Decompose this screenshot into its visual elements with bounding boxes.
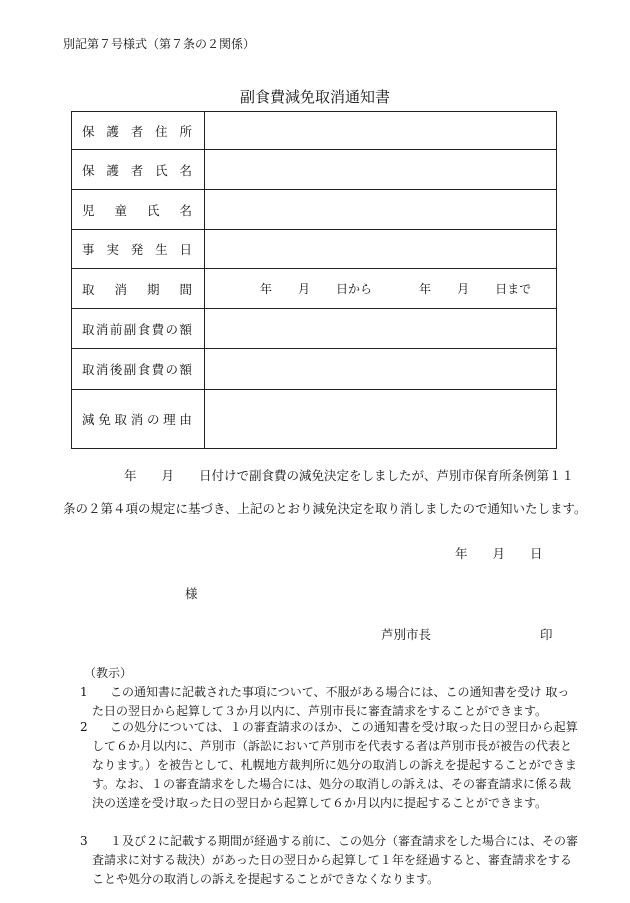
issue-date: 年 月 日 [455, 546, 543, 561]
field-guardian-address[interactable] [205, 112, 557, 150]
label-char: 消 [95, 362, 109, 377]
row-label-text [82, 410, 192, 428]
label-char: 生 [155, 242, 168, 257]
label-char: 名 [179, 202, 192, 218]
label-char: 発 [130, 242, 144, 257]
issuer-mayor: 芦別市長 [381, 627, 432, 642]
field-fee-after[interactable] [205, 349, 557, 390]
label-char: 食 [137, 362, 151, 377]
label-char: 消 [114, 281, 127, 297]
label-char: 童 [114, 202, 127, 218]
field-cancel-period[interactable] [205, 269, 557, 309]
label-char: 日 [179, 242, 192, 257]
label-char: 副 [123, 321, 137, 337]
notice-item-number: 1 [80, 685, 88, 699]
label-guardian-name [72, 150, 205, 190]
field-child-name[interactable] [205, 190, 557, 230]
label-char: 額 [179, 362, 192, 377]
document-title: 副食費減免取消通知書 [239, 88, 390, 106]
label-char: 消 [130, 412, 144, 427]
row-label-text [82, 280, 192, 298]
label-char: の [165, 321, 179, 337]
row-label-text [82, 320, 192, 338]
label-child-name [72, 190, 205, 230]
notice-item-number: 2 [80, 720, 88, 734]
body-line-2: 条の２第４項の規定に基づき、上記のとおり減免決定を取り消しましたので通知いたします。 [63, 501, 587, 516]
label-fee-after [72, 349, 205, 390]
notice-item-text: この処分については、１の審査請求のほか、この通知書を受け取った日の翌日から起算して６か月以内に、芦別市（訴訟において芦別市を代表する者は芦別市長が被告の代表となります。）を被告として、札幌地方裁判所に処分の取消しの訴えを提起することができます。なお、１の審査請求をした場合には、処分の取消しの訴えは、その審査請求に係る裁決の送達を受け取った日の翌日から起算して６か月以内に提起することができます。 [92, 720, 578, 810]
label-char: 後 [109, 362, 123, 377]
seal-mark: 印 [540, 627, 553, 642]
label-char: 取 [114, 412, 127, 427]
label-cancel-period [72, 269, 205, 309]
label-occurrence-date [72, 230, 205, 269]
label-char: 期 [146, 281, 160, 297]
notice-item-text: この通知書に記載された事項について、不服がある場合には、この通知書を受け 取った日の翌日から起算して３か月以内に、芦別市長に審査請求をすることができます。 [92, 685, 570, 718]
label-char: 副 [123, 362, 137, 377]
label-char: 取 [82, 321, 95, 337]
row-label-text [82, 240, 192, 258]
label-char: 保 [82, 162, 95, 178]
row-label-text [82, 201, 192, 219]
label-char: 減 [82, 412, 95, 427]
label-char: の [165, 362, 179, 377]
form-label: 別記第７号様式（第７条の２関係） [63, 37, 256, 51]
label-char: 費 [151, 321, 165, 337]
period-month-from: 月 [298, 282, 311, 296]
label-char: 間 [179, 281, 192, 297]
label-char: 実 [106, 242, 119, 257]
label-char: 児 [82, 202, 95, 218]
label-char: 護 [106, 123, 119, 139]
notice-item-text: １及び２に記載する期間が経過する前に、この処分（審査請求をした場合には、その審査請求に対する裁決）があった日の翌日から起算して１年を経過すると、審査請求をすることや処分の取消しの訴えを提起することができなくなります。 [92, 834, 579, 886]
period-month-to: 月 [457, 282, 470, 296]
label-char: 免 [98, 412, 111, 427]
label-char: 者 [130, 162, 144, 178]
row-label-text [82, 161, 192, 179]
label-char: 護 [106, 162, 119, 178]
period-year-to: 年 [419, 282, 432, 296]
notice-item [80, 832, 580, 889]
body-line-1: 年 月 日付けで副食費の減免決定をしましたが、芦別市保育所条例第１１ [124, 468, 575, 483]
label-char: 取 [82, 281, 95, 297]
notice-heading: （教示） [84, 666, 133, 680]
field-guardian-name[interactable] [205, 150, 557, 190]
period-day-to: 日まで [495, 282, 532, 296]
label-char: 額 [179, 321, 192, 337]
label-char: 理 [163, 412, 176, 427]
label-char: 名 [179, 162, 192, 178]
label-char: 氏 [146, 202, 160, 218]
notice-item [80, 718, 580, 813]
label-char: 事 [82, 242, 95, 257]
notice-item-number: 3 [80, 834, 88, 848]
label-guardian-address [72, 112, 205, 150]
label-char: 前 [109, 321, 123, 337]
info-table [71, 111, 557, 449]
row-label-text [82, 360, 192, 378]
label-char: 取 [82, 362, 95, 377]
label-char: の [146, 412, 160, 427]
label-char: 由 [179, 412, 192, 427]
label-cancel-reason [72, 390, 205, 449]
label-char: 保 [82, 123, 95, 139]
label-char: 費 [151, 362, 165, 377]
addressee-honorific: 様 [185, 586, 198, 601]
label-char: 消 [95, 321, 109, 337]
label-char: 食 [137, 321, 151, 337]
label-char: 住 [155, 123, 168, 139]
notice-item [80, 683, 580, 721]
label-char: 氏 [155, 162, 168, 178]
label-char: 所 [179, 123, 192, 139]
period-year-from: 年 [260, 282, 273, 296]
label-char: 者 [130, 123, 144, 139]
period-day-from: 日から [336, 282, 373, 296]
row-label-text [82, 122, 192, 140]
field-occurrence-date[interactable] [205, 230, 557, 269]
label-fee-before [72, 309, 205, 349]
field-cancel-reason[interactable] [205, 390, 557, 449]
field-fee-before[interactable] [205, 309, 557, 349]
